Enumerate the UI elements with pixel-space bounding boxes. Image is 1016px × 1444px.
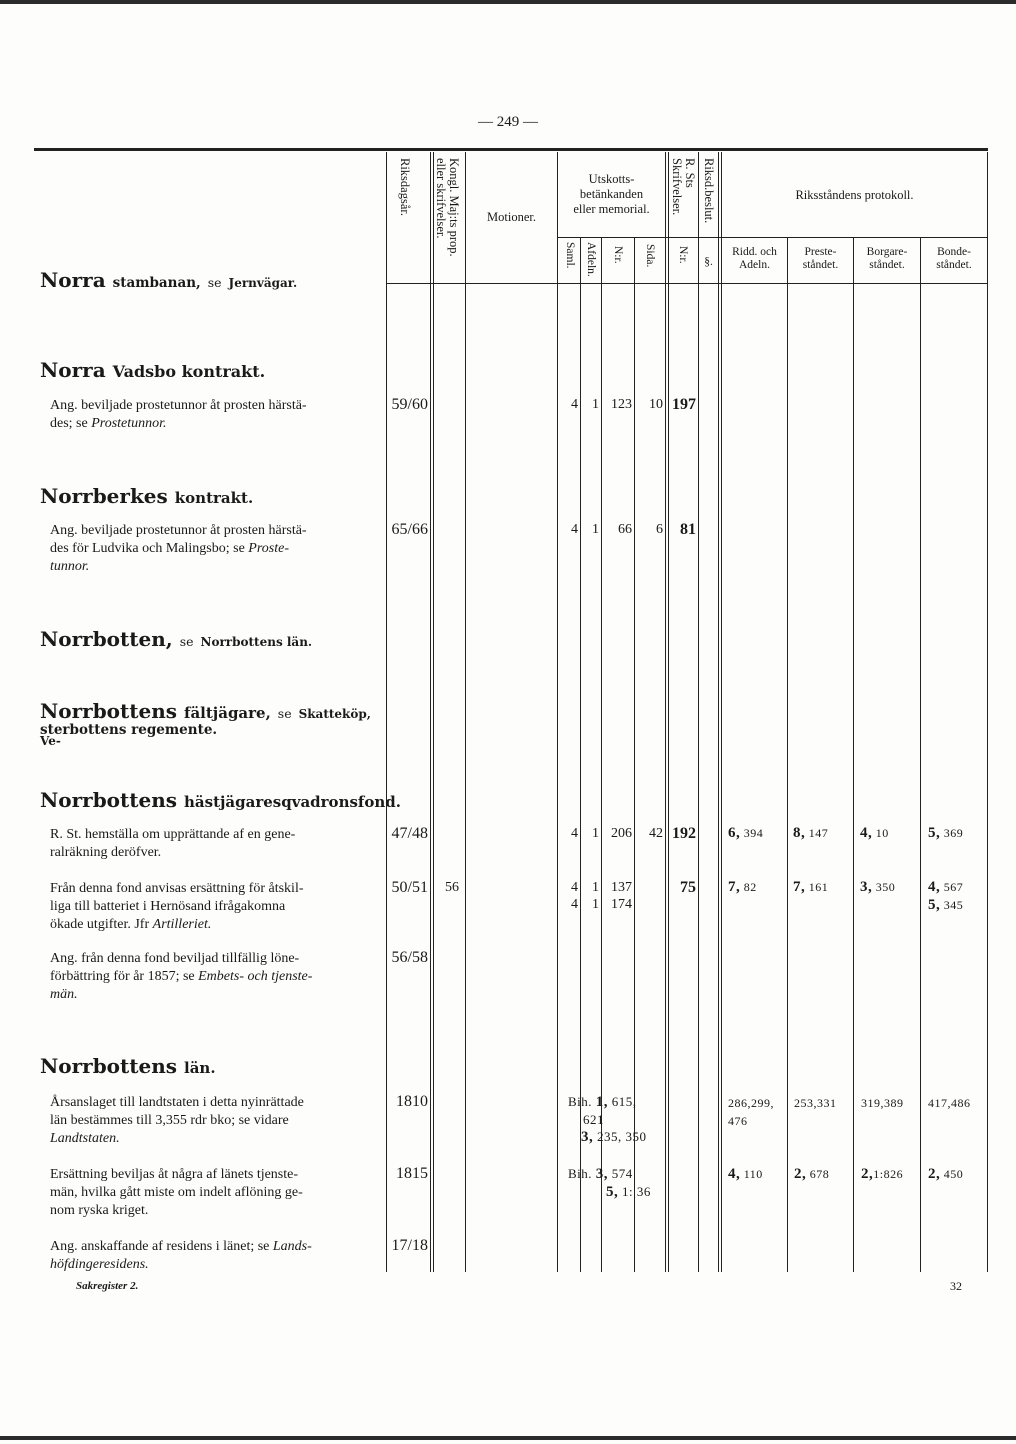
utskotts-value bbox=[581, 1129, 647, 1146]
riksdagsar-value: 50/51 bbox=[391, 879, 428, 896]
heading-se: se bbox=[207, 275, 222, 290]
col-rule bbox=[920, 237, 921, 1272]
entry-line: nom ryska kriget. bbox=[50, 1203, 149, 1218]
borgare-value bbox=[860, 825, 889, 842]
bottom-border bbox=[0, 1436, 1016, 1440]
prot-volume: 2, bbox=[928, 1166, 941, 1182]
header-bonde bbox=[921, 246, 987, 272]
entry-line bbox=[50, 968, 382, 986]
entry-line: män, hvilka gått miste om indelt aflöning ge- bbox=[50, 1185, 303, 1200]
afdeln-value: 1 bbox=[592, 826, 599, 841]
heading-se: se bbox=[277, 706, 292, 721]
entry-line: liga till batteriet i Hernösand ifrågakomna bbox=[50, 899, 286, 914]
afdeln-value: 1 bbox=[592, 897, 599, 912]
prot-volume: 5, bbox=[928, 825, 941, 841]
entry-line bbox=[50, 540, 382, 558]
header-rsts-nr: N:r. bbox=[677, 246, 689, 264]
heading-word: Norrbottens bbox=[40, 788, 178, 812]
nr-value: 66 bbox=[618, 522, 632, 537]
ridd-value: 286,299, bbox=[728, 1096, 774, 1110]
saml-value: 4 bbox=[571, 880, 578, 895]
header-nr: N:r. bbox=[612, 246, 624, 264]
prot-page: 110 bbox=[743, 1167, 763, 1181]
col-rule bbox=[787, 237, 788, 1272]
entry-text: des för Ludvika och Malingsbo; se bbox=[50, 541, 245, 556]
col-rule bbox=[668, 152, 669, 1272]
entry-line: Ang. beviljade prostetunnor åt prosten härstä- bbox=[50, 523, 307, 538]
header-rsts-line1: R. Sts bbox=[683, 158, 697, 188]
heading-word: Norrberkes bbox=[40, 484, 168, 508]
preste-value bbox=[793, 825, 828, 842]
heading-word: Norrbotten, bbox=[40, 627, 173, 651]
prot-page: 147 bbox=[808, 826, 829, 840]
prot-page: 350 bbox=[875, 880, 896, 894]
entry-line bbox=[50, 415, 382, 433]
heading-rest: hästjägaresqvadronsfond. bbox=[184, 793, 401, 811]
prot-volume: 2, bbox=[794, 1166, 807, 1182]
entry-ref: Artilleriet. bbox=[152, 917, 212, 932]
entry-ref: Prostetunnor. bbox=[91, 416, 167, 431]
prot-volume: 4, bbox=[860, 825, 873, 841]
saml-value: 4 bbox=[571, 522, 578, 537]
riksdagsar-value: 65/66 bbox=[391, 521, 428, 538]
heading-norra-stambanan bbox=[40, 268, 297, 295]
col-rule bbox=[721, 152, 722, 1272]
prot-bih: Bih. bbox=[568, 1094, 593, 1109]
col-rule bbox=[665, 152, 666, 1272]
preste-value: 253,331 bbox=[794, 1096, 837, 1110]
ridd-value bbox=[728, 1166, 763, 1183]
table-top-rule bbox=[34, 148, 988, 151]
header-borgare-line1: Borgare- bbox=[866, 246, 908, 258]
header-preste bbox=[788, 246, 853, 272]
prot-page: 615, bbox=[611, 1094, 637, 1109]
entry-line: ralräkning deröfver. bbox=[50, 845, 162, 860]
bonde-value bbox=[928, 1166, 963, 1183]
header-borgare-line2: ståndet. bbox=[869, 259, 905, 271]
prot-page: 450 bbox=[943, 1167, 964, 1181]
entry-line: Ersättning beviljas åt några af länets tjenste- bbox=[50, 1167, 299, 1182]
header-utskotts-line3: eller memorial. bbox=[573, 202, 650, 216]
prot-page: 394 bbox=[743, 826, 764, 840]
preste-value bbox=[794, 1166, 829, 1183]
borgare-value: 319,389 bbox=[861, 1096, 904, 1110]
prot-page: 369 bbox=[943, 826, 964, 840]
col-rule bbox=[718, 152, 719, 1272]
entry-ref: Embets- och tjenste- bbox=[198, 969, 313, 984]
prot-page: 345 bbox=[943, 898, 964, 912]
utskotts-value: 621 bbox=[583, 1112, 604, 1127]
entry-line: Från denna fond anvisas ersättning för åtskil- bbox=[50, 881, 304, 896]
sida-value: 42 bbox=[649, 826, 663, 841]
prot-volume: 8, bbox=[793, 825, 806, 841]
prot-page: 235, 350 bbox=[597, 1129, 647, 1144]
heading-rest: Vadsbo kontrakt. bbox=[112, 362, 266, 381]
header-rsts bbox=[670, 158, 696, 215]
preste-value bbox=[793, 879, 828, 896]
rsts-nr-value: 81 bbox=[680, 521, 696, 538]
entry-ref: Lands- bbox=[272, 1239, 312, 1254]
header-rsts-line2: Skrifvelser. bbox=[670, 158, 684, 216]
saml-value: 4 bbox=[571, 397, 578, 412]
header-utskotts bbox=[558, 172, 665, 217]
prot-volume: 7, bbox=[728, 879, 741, 895]
header-ridd-line1: Ridd. och bbox=[732, 246, 777, 258]
header-utskotts-line2: betänkanden bbox=[579, 187, 644, 201]
entry-norrberkes-text bbox=[50, 522, 382, 576]
prot-page: 678 bbox=[809, 1167, 830, 1181]
heading-rest: stambanan, bbox=[112, 275, 201, 291]
prot-volume: 3, bbox=[581, 1129, 594, 1145]
riksdagsar-value: 1815 bbox=[396, 1165, 428, 1182]
prot-page: 10 bbox=[875, 826, 889, 840]
header-saml: Saml. bbox=[564, 242, 576, 269]
prot-volume: 5, bbox=[606, 1184, 619, 1200]
col-rule bbox=[853, 237, 854, 1272]
kongl-value: 56 bbox=[445, 880, 459, 895]
entry-vadsbo-text bbox=[50, 397, 382, 433]
entry-residens-text bbox=[50, 1238, 382, 1274]
entry-text: förbättring för år 1857; se bbox=[50, 969, 195, 984]
prot-volume: 6, bbox=[728, 825, 741, 841]
heading-rest: län. bbox=[184, 1059, 216, 1077]
afdeln-value: 1 bbox=[592, 397, 599, 412]
heading-se: se bbox=[179, 634, 194, 649]
prot-volume: 7, bbox=[793, 879, 806, 895]
header-afdeln: Afdeln. bbox=[585, 242, 597, 277]
riksdagsar-value: 17/18 bbox=[391, 1237, 428, 1254]
header-kongl-line1: Kongl. Maj:ts prop. bbox=[447, 158, 461, 257]
entry-line: Ang. beviljade prostetunnor åt prosten härstä- bbox=[50, 398, 307, 413]
prot-volume: 3, bbox=[595, 1166, 609, 1182]
entry-generalrakning-text bbox=[50, 826, 382, 862]
col-rule bbox=[433, 152, 434, 1272]
entry-ref: Proste- bbox=[248, 541, 289, 556]
entry-text: des; se bbox=[50, 416, 88, 431]
nr-value: 123 bbox=[611, 397, 632, 412]
header-protokoll: Riksståndens protokoll. bbox=[795, 188, 914, 202]
entry-line: län bestämmes till 3,355 rdr bko; se vidare bbox=[50, 1113, 289, 1128]
footer-sakregister: Sakregister 2. bbox=[76, 1280, 139, 1292]
col-rule bbox=[987, 152, 988, 1272]
header-riksd-beslut: Riksd.beslut. bbox=[702, 158, 716, 224]
entry-hernosand-text bbox=[50, 880, 382, 934]
heading-norrbottens-lan bbox=[40, 1054, 216, 1080]
header-kongl-line2: eller skrifvelser. bbox=[434, 158, 448, 239]
heading-ref: Skatteköp, Ve- bbox=[40, 707, 371, 748]
prot-volume: 4, bbox=[928, 879, 941, 895]
borgare-value bbox=[861, 1166, 903, 1183]
nr-value: 206 bbox=[611, 826, 632, 841]
utskotts-sub-rule bbox=[557, 237, 721, 238]
header-kongl bbox=[434, 158, 460, 257]
entry-landtstaten-text bbox=[50, 1094, 382, 1148]
prot-volume: 5, bbox=[928, 897, 941, 913]
entry-line: Årsanslaget till landtstaten i detta nyinrättade bbox=[50, 1095, 304, 1110]
heading-word: Norra bbox=[40, 358, 106, 382]
protokoll-sub-rule bbox=[721, 237, 988, 238]
prot-volume: 1, bbox=[595, 1094, 609, 1110]
ridd-value: 476 bbox=[728, 1114, 748, 1128]
riksdagsar-value: 47/48 bbox=[391, 825, 428, 842]
heading-word: Norra bbox=[40, 268, 106, 292]
header-bonde-line1: Bonde- bbox=[937, 246, 971, 258]
heading-norrbotten bbox=[40, 627, 312, 654]
nr-value: 137 bbox=[611, 880, 632, 895]
prot-volume: 2, bbox=[861, 1166, 874, 1182]
heading-norrberkes bbox=[40, 484, 253, 510]
entry-ref: män. bbox=[50, 987, 78, 1002]
entry-ryska-kriget-text bbox=[50, 1166, 382, 1220]
bonde-value: 417,486 bbox=[928, 1096, 971, 1110]
entry-line bbox=[50, 1238, 382, 1256]
afdeln-value: 1 bbox=[592, 880, 599, 895]
header-bottom-rule bbox=[386, 283, 988, 284]
page-number: — 249 — bbox=[478, 114, 538, 130]
header-ridd bbox=[722, 246, 787, 272]
entry-text: ökade utgifter. Jfr bbox=[50, 917, 150, 932]
entry-line: R. St. hemställa om upprättande af en gene- bbox=[50, 827, 296, 842]
header-utskotts-line1: Utskotts- bbox=[588, 172, 635, 186]
riksdagsar-value: 1810 bbox=[396, 1093, 428, 1110]
col-rule bbox=[634, 237, 635, 1272]
entry-ref: höfdingeresidens. bbox=[50, 1257, 149, 1272]
prot-page: 574 bbox=[611, 1166, 633, 1181]
utskotts-value bbox=[568, 1166, 633, 1183]
header-preste-line2: ståndet. bbox=[802, 259, 839, 271]
prot-page: 82 bbox=[743, 880, 757, 894]
entry-line bbox=[50, 1256, 382, 1274]
rsts-nr-value: 197 bbox=[672, 396, 696, 413]
ridd-value bbox=[728, 825, 763, 842]
col-rule bbox=[698, 152, 699, 1272]
header-ridd-line2: Adeln. bbox=[739, 259, 770, 271]
sida-value: 10 bbox=[649, 397, 663, 412]
heading-norra-vadsbo bbox=[40, 358, 265, 384]
header-sida: Sida. bbox=[644, 244, 656, 268]
sida-value: 6 bbox=[656, 522, 663, 537]
prot-volume: 4, bbox=[728, 1166, 741, 1182]
heading-hastjagaresqvadronsfond bbox=[40, 788, 401, 814]
entry-loneforbattring-text bbox=[50, 950, 382, 1004]
prot-page: 1: 36 bbox=[622, 1184, 651, 1199]
heading-word: Norrbottens bbox=[40, 699, 178, 723]
prot-page: 161 bbox=[808, 880, 829, 894]
utskotts-value bbox=[606, 1184, 651, 1201]
header-riksdagsar: Riksdagsår. bbox=[398, 158, 412, 216]
saml-value: 4 bbox=[571, 897, 578, 912]
entry-text: Ang. anskaffande af residens i länet; se bbox=[50, 1239, 270, 1254]
heading-norrbottens-faltjagare-ref2: sterbottens regemente. bbox=[40, 722, 218, 738]
heading-word: Norrbottens bbox=[40, 1054, 178, 1078]
utskotts-value bbox=[568, 1094, 637, 1111]
riksdagsar-value: 56/58 bbox=[391, 949, 428, 966]
bonde-value bbox=[928, 879, 963, 896]
heading-rest: kontrakt. bbox=[174, 489, 254, 507]
nr-value: 174 bbox=[611, 897, 632, 912]
entry-line bbox=[50, 558, 382, 576]
header-section-mark: §. bbox=[704, 256, 713, 268]
header-motioner: Motioner. bbox=[487, 210, 536, 224]
entry-line: Ang. från denna fond beviljad tillfällig löne- bbox=[50, 951, 300, 966]
col-rule bbox=[465, 152, 466, 1272]
col-rule bbox=[430, 152, 431, 1272]
afdeln-value: 1 bbox=[592, 522, 599, 537]
prot-volume: 3, bbox=[860, 879, 873, 895]
col-rule bbox=[557, 152, 558, 1272]
entry-ref: tunnor. bbox=[50, 559, 90, 574]
entry-line bbox=[50, 986, 382, 1004]
heading-ref: Norrbottens län. bbox=[200, 635, 313, 649]
entry-line bbox=[50, 916, 382, 934]
header-borgare bbox=[854, 246, 920, 272]
bonde-value bbox=[928, 897, 963, 914]
top-border bbox=[0, 0, 1016, 4]
rsts-nr-value: 75 bbox=[680, 879, 696, 896]
bonde-value bbox=[928, 825, 963, 842]
borgare-value bbox=[860, 879, 895, 896]
rsts-nr-value: 192 bbox=[672, 825, 696, 842]
header-preste-line1: Preste- bbox=[804, 246, 837, 258]
header-bonde-line2: ståndet. bbox=[936, 259, 972, 271]
col-rule bbox=[580, 237, 581, 1272]
prot-page: 1:826 bbox=[873, 1167, 904, 1181]
prot-bih: Bih. bbox=[568, 1166, 593, 1181]
prot-page: 567 bbox=[943, 880, 964, 894]
entry-ref: Landtstaten. bbox=[50, 1131, 120, 1146]
riksdagsar-value: 59/60 bbox=[391, 396, 428, 413]
entry-line bbox=[50, 1130, 382, 1148]
footer-signature-number: 32 bbox=[950, 1279, 962, 1293]
heading-ref: Jernvägar. bbox=[228, 276, 298, 290]
saml-value: 4 bbox=[571, 826, 578, 841]
heading-rest: fältjägare, bbox=[184, 704, 271, 722]
ridd-value bbox=[728, 879, 757, 896]
